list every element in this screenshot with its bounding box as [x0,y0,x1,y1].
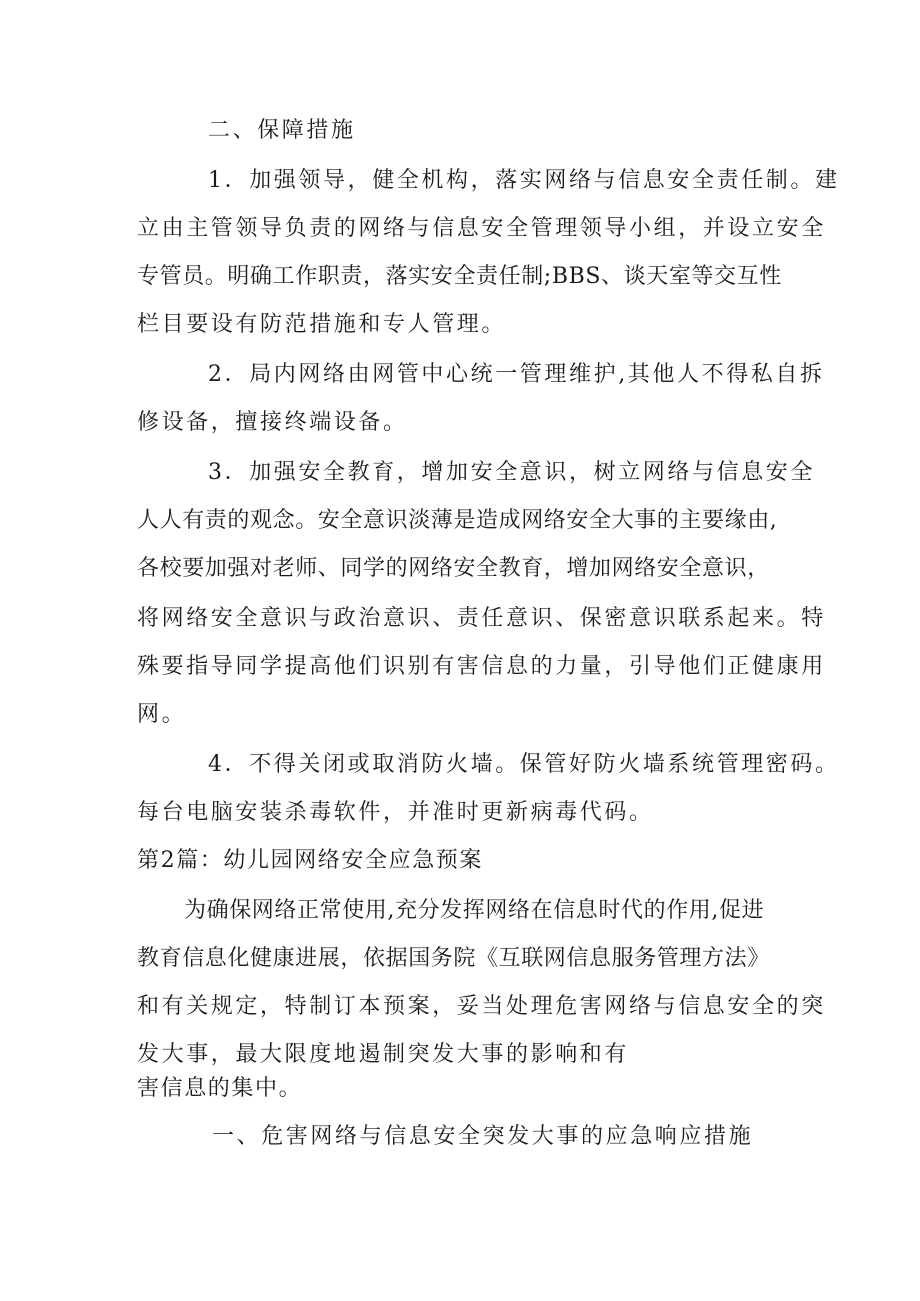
paragraph-line: 立由主管领导负责的网络与信息安全管理领导小组，并设立安全 [137,216,826,241]
section-heading: 一、危害网络与信息安全突发大事的应急响应措施 [212,1124,754,1149]
paragraph-line: 为确保网络正常使用,充分发挥网络在信息时代的作用,促进 [184,898,765,923]
paragraph-line: 专管员。明确工作职责，落实安全责任制;BBS、谈天室等交互性 [137,264,782,289]
paragraph-line: 3．加强安全教育，增加安全意识，树立网络与信息安全 [208,460,815,485]
paragraph-line: 将网络安全意识与政治意识、责任意识、保密意识联系起来。特 [137,606,826,631]
paragraph-line: 殊要指导同学提高他们识别有害信息的力量，引导他们正健康用 [137,654,826,679]
paragraph-line: 1．加强领导，健全机构，落实网络与信息安全责任制。建 [208,168,840,193]
paragraph-line: 栏目要设有防范措施和专人管理。 [137,312,507,337]
paragraph-line: 修设备，擅接终端设备。 [137,410,408,435]
paragraph-line: 害信息的集中。 [137,1076,303,1101]
paragraph-line: 网。 [137,702,187,727]
paragraph-line: 每台电脑安装杀毒软件，并准时更新病毒代码。 [137,800,654,825]
paragraph-line: 教育信息化健康进展，依据国务院《互联网信息服务管理方法》 [137,946,770,971]
paragraph-line: 4．不得关闭或取消防火墙。保管好防火墙系统管理密码。 [208,752,840,777]
paragraph-line: 人人有责的观念。安全意识淡薄是造成网络安全大事的主要缘由, [137,508,778,533]
paragraph-line: 各校要加强对老师、同学的网络安全教育，增加网络安全意识， [137,556,770,581]
article-title: 第2篇：幼儿园网络安全应急预案 [137,848,483,873]
paragraph-line: 和有关规定，特制订本预案，妥当处理危害网络与信息安全的突 [137,994,826,1019]
section-heading: 二、保障措施 [208,118,356,143]
paragraph-line: 2．局内网络由网管中心统一管理维护,其他人不得私自拆 [208,362,825,387]
paragraph-line: 发大事，最大限度地遏制突发大事的影响和有 [137,1042,630,1067]
